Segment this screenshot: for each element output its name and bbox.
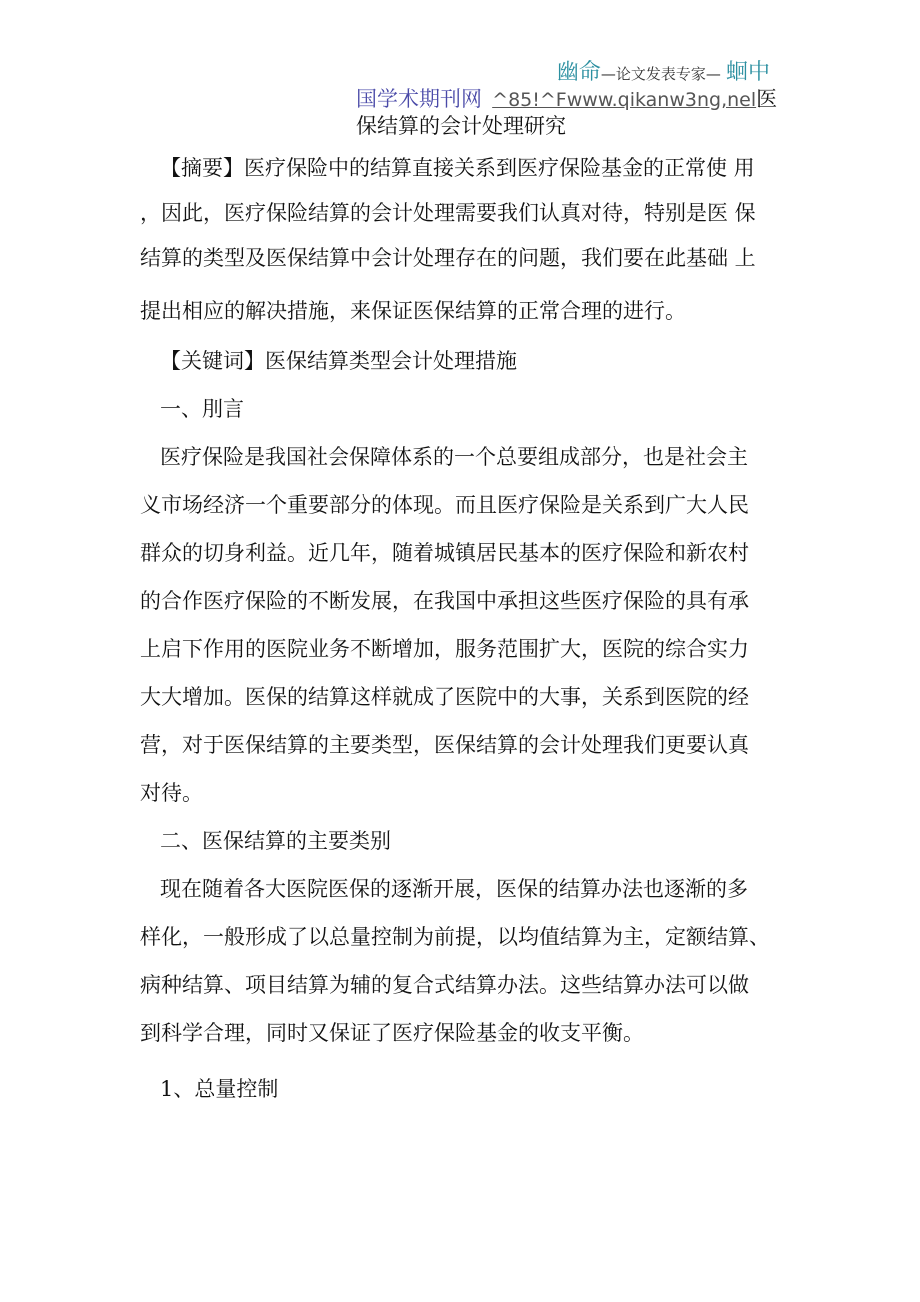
paragraph-line: 上启下作用的医院业务不断增加，服务范围扩大，医院的综合实力	[140, 637, 749, 661]
tagline: —论文发表专家—	[600, 65, 721, 83]
abstract-line: 提出相应的解决措施，来保证医保结算的正常合理的进行。	[140, 299, 686, 323]
paragraph-line: 样化，一般形成了以总量控制为前提，以均值结算为主，定额结算、	[140, 925, 770, 949]
paragraph-line: 义市场经济一个重要部分的体现。而且医疗保险是关系到广大人民	[140, 493, 749, 517]
keywords-line: 【关键词】医保结算类型会计处理措施	[160, 349, 517, 373]
subsection-heading: 1、总量控制	[160, 1077, 279, 1101]
paragraph-line: 的合作医疗保险的不断发展，在我国中承担这些医疗保险的具有承	[140, 589, 749, 613]
header-line-1	[557, 55, 770, 86]
paragraph-line: 医疗保险是我国社会保障体系的一个总要组成部分，也是社会主	[160, 445, 748, 469]
title-start: 医	[756, 87, 778, 111]
document-title: 保结算的会计处理研究	[356, 114, 566, 138]
abstract-line: 【摘要】医疗保险中的结算直接关系到医疗保险基金的正常使 用	[160, 156, 755, 180]
abstract-line: 结算的类型及医保结算中会计处理存在的问题，我们要在此基础 上	[140, 246, 756, 270]
paragraph-line: 群众的切身利益。近几年，随着城镇居民基本的医疗保险和新农村	[140, 541, 749, 565]
paragraph-line: 到科学合理，同时又保证了医疗保险基金的收支平衡。	[140, 1021, 644, 1045]
header-line-2	[356, 83, 777, 113]
paragraph-line: 大大增加。医保的结算这样就成了医院中的大事，关系到医院的经	[140, 685, 749, 709]
section-heading: 二、医保结算的主要类别	[160, 829, 391, 853]
paragraph-line: 现在随着各大医院医保的逐渐开展，医保的结算办法也逐渐的多	[160, 877, 748, 901]
site-name: 国学术期刊网	[356, 87, 482, 111]
abstract-line: ，因此，医疗保险结算的会计处理需要我们认真对待，特别是医 保	[140, 201, 756, 225]
paragraph-line: 营，对于医保结算的主要类型，医保结算的会计处理我们更要认真	[140, 733, 749, 757]
paragraph-line: 病种结算、项目结算为辅的复合式结算办法。这些结算办法可以做	[140, 973, 749, 997]
paragraph-line: 对待。	[140, 781, 203, 805]
site-url-link[interactable]: ^85!^Fwww.qikanw3ng,nel	[492, 89, 757, 111]
section-heading: 一、刖言	[160, 397, 244, 421]
brand-a: 幽命	[556, 60, 601, 85]
brand-b: 蛔中	[725, 60, 770, 85]
